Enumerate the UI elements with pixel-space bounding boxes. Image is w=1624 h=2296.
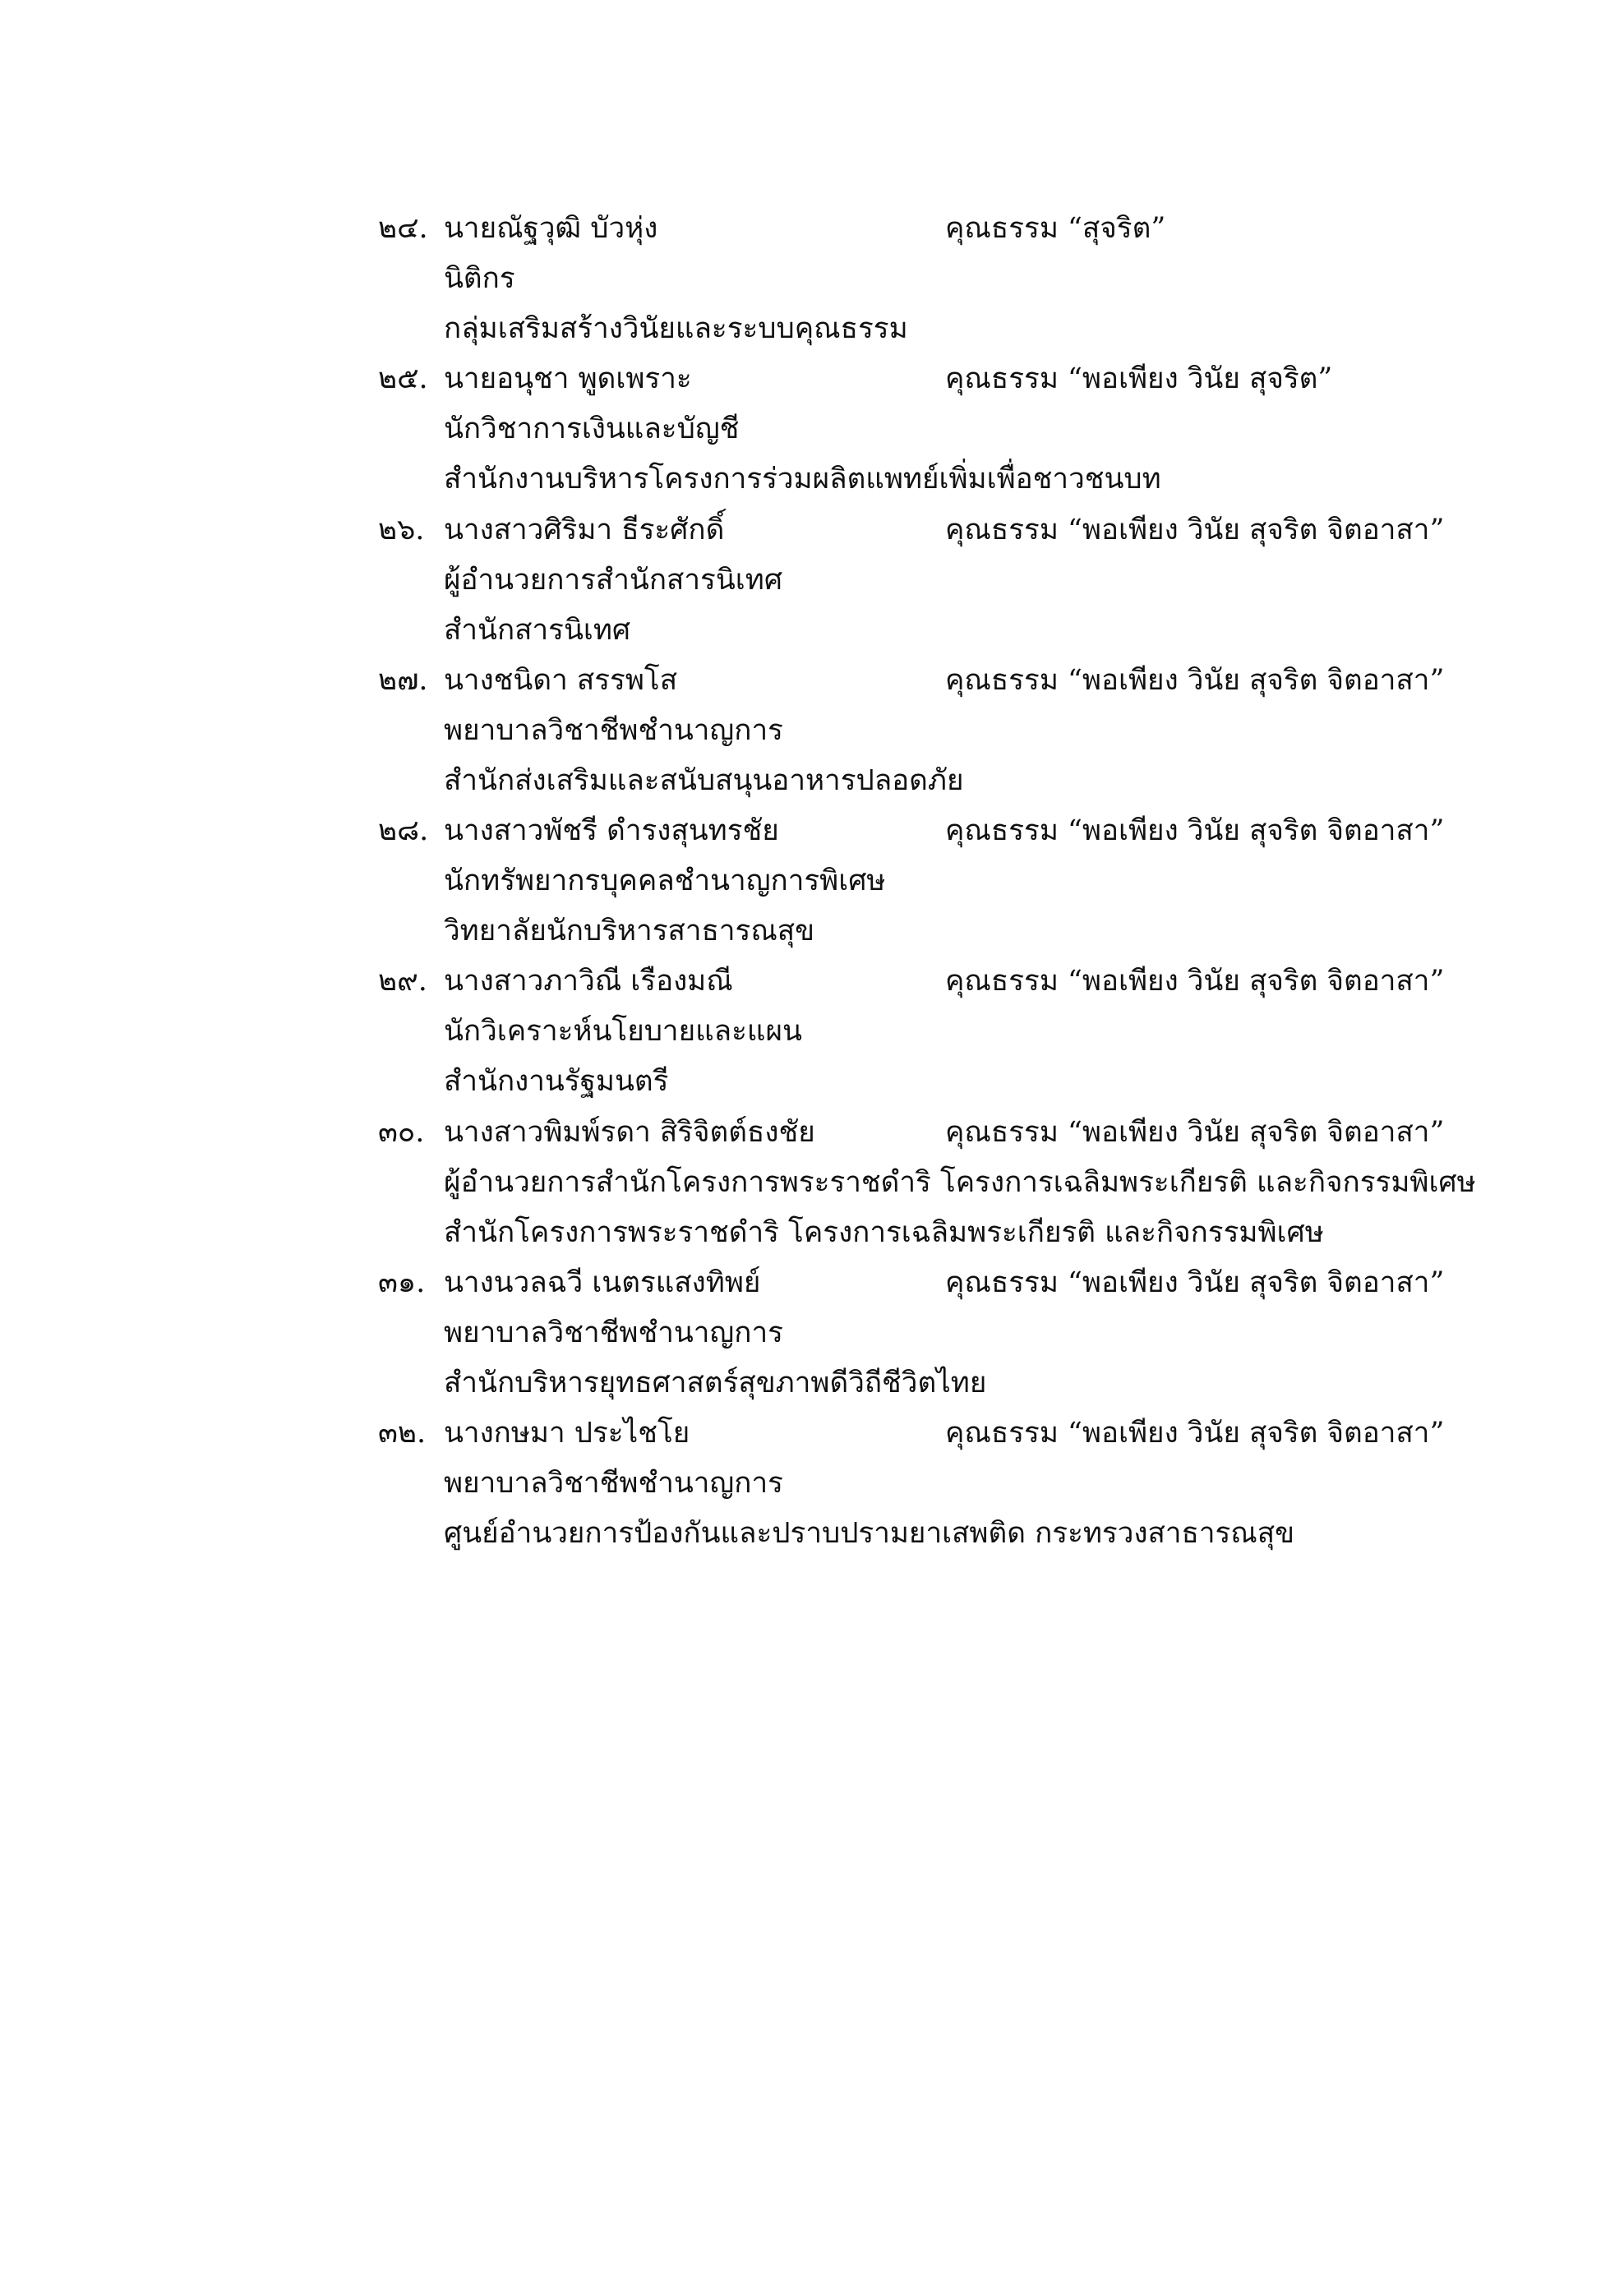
- list-item: [378, 1258, 1446, 1408]
- entry-name: นางสาวศิริมา ธีระศักดิ์: [444, 513, 725, 546]
- entry-name: นายณัฐวุฒิ บัวหุ่ง: [444, 212, 658, 245]
- entry-virtue: คุณธรรม “พอเพียง วินัย สุจริต จิตอาสา”: [945, 663, 1445, 697]
- entry-position: ผู้อำนวยการสำนักสารนิเทศ: [444, 563, 783, 597]
- entry-name: นางนวลฉวี เนตรแสงทิพย์: [444, 1266, 761, 1300]
- list-item: [378, 806, 1446, 957]
- entry-name: นางกษมา ประไชโย: [444, 1417, 690, 1450]
- entry-position: นักทรัพยากรบุคคลชำนาญการพิเศษ: [444, 864, 886, 898]
- entry-position: พยาบาลวิชาชีพชำนาญการ: [444, 1467, 783, 1501]
- entry-virtue: คุณธรรม “พอเพียง วินัย สุจริต จิตอาสา”: [945, 814, 1445, 848]
- entry-position: พยาบาลวิชาชีพชำนาญการ: [444, 1316, 783, 1350]
- entry-virtue: คุณธรรม “สุจริต”: [945, 212, 1166, 245]
- entry-virtue: คุณธรรม “พอเพียง วินัย สุจริต จิตอาสา”: [945, 1417, 1445, 1450]
- entry-name: นางสาวภาวิณี เรืองมณี: [444, 965, 733, 998]
- list-item: [378, 354, 1446, 505]
- entry-office: กลุ่มเสริมสร้างวินัยและระบบคุณธรรม: [444, 312, 908, 345]
- entry-office: ศูนย์อำนวยการป้องกันและปราบปรามยาเสพติด กระทรวงสาธารณสุข: [444, 1517, 1295, 1551]
- entry-office: สำนักส่งเสริมและสนับสนุนอาหารปลอดภัย: [444, 763, 964, 797]
- entry-position: พยาบาลวิชาชีพชำนาญการ: [444, 713, 783, 747]
- entry-name: นางชนิดา สรรพโส: [444, 663, 678, 697]
- entry-position: นักวิเคราะห์นโยบายและแผน: [444, 1015, 802, 1049]
- entry-virtue: คุณธรรม “พอเพียง วินัย สุจริต”: [945, 362, 1333, 396]
- award-list: [378, 204, 1476, 1560]
- list-item: [378, 957, 1446, 1107]
- entry-office: สำนักโครงการพระราชดำริ โครงการเฉลิมพระเกียรติ และกิจกรรมพิเศษ: [444, 1215, 1324, 1249]
- list-item: [378, 505, 1446, 656]
- entry-virtue: คุณธรรม “พอเพียง วินัย สุจริต จิตอาสา”: [945, 965, 1445, 998]
- entry-number: ๓๐.: [378, 1115, 425, 1149]
- entry-office: สำนักสารนิเทศ: [444, 613, 631, 647]
- entry-name: นางสาวพิมพ์รดา สิริจิตต์ธงชัย: [444, 1115, 815, 1149]
- list-item: [378, 1108, 1476, 1258]
- entry-number: ๒๔.: [378, 212, 428, 245]
- entry-number: ๒๖.: [378, 513, 425, 546]
- entry-office: สำนักงานบริหารโครงการร่วมผลิตแพทย์เพิ่มเพื่อชาวชนบท: [444, 463, 1161, 496]
- entry-position: นักวิชาการเงินและบัญชี: [444, 413, 740, 446]
- entry-number: ๒๙.: [378, 965, 427, 998]
- entry-position: นิติกร: [444, 262, 515, 295]
- entry-name: นายอนุชา พูดเพราะ: [444, 362, 692, 396]
- entry-office: สำนักบริหารยุทธศาสตร์สุขภาพดีวิถีชีวิตไทย: [444, 1367, 987, 1400]
- entry-number: ๒๕.: [378, 362, 428, 396]
- entry-number: ๓๑.: [378, 1266, 426, 1300]
- entry-number: ๒๗.: [378, 663, 428, 697]
- list-item: [378, 1408, 1446, 1559]
- entry-name: นางสาวพัชรี ดำรงสุนทรชัย: [444, 814, 779, 848]
- list-item: [378, 204, 1446, 354]
- entry-virtue: คุณธรรม “พอเพียง วินัย สุจริต จิตอาสา”: [945, 1115, 1445, 1149]
- entry-number: ๓๒.: [378, 1417, 427, 1450]
- entry-office: สำนักงานรัฐมนตรี: [444, 1065, 669, 1099]
- entry-office: วิทยาลัยนักบริหารสาธารณสุข: [444, 915, 815, 948]
- entry-position: ผู้อำนวยการสำนักโครงการพระราชดำริ โครงการเฉลิมพระเกียรติ และกิจกรรมพิเศษ: [444, 1165, 1476, 1199]
- entry-virtue: คุณธรรม “พอเพียง วินัย สุจริต จิตอาสา”: [945, 513, 1445, 546]
- entry-virtue: คุณธรรม “พอเพียง วินัย สุจริต จิตอาสา”: [945, 1266, 1445, 1300]
- entry-number: ๒๘.: [378, 814, 429, 848]
- list-item: [378, 656, 1446, 806]
